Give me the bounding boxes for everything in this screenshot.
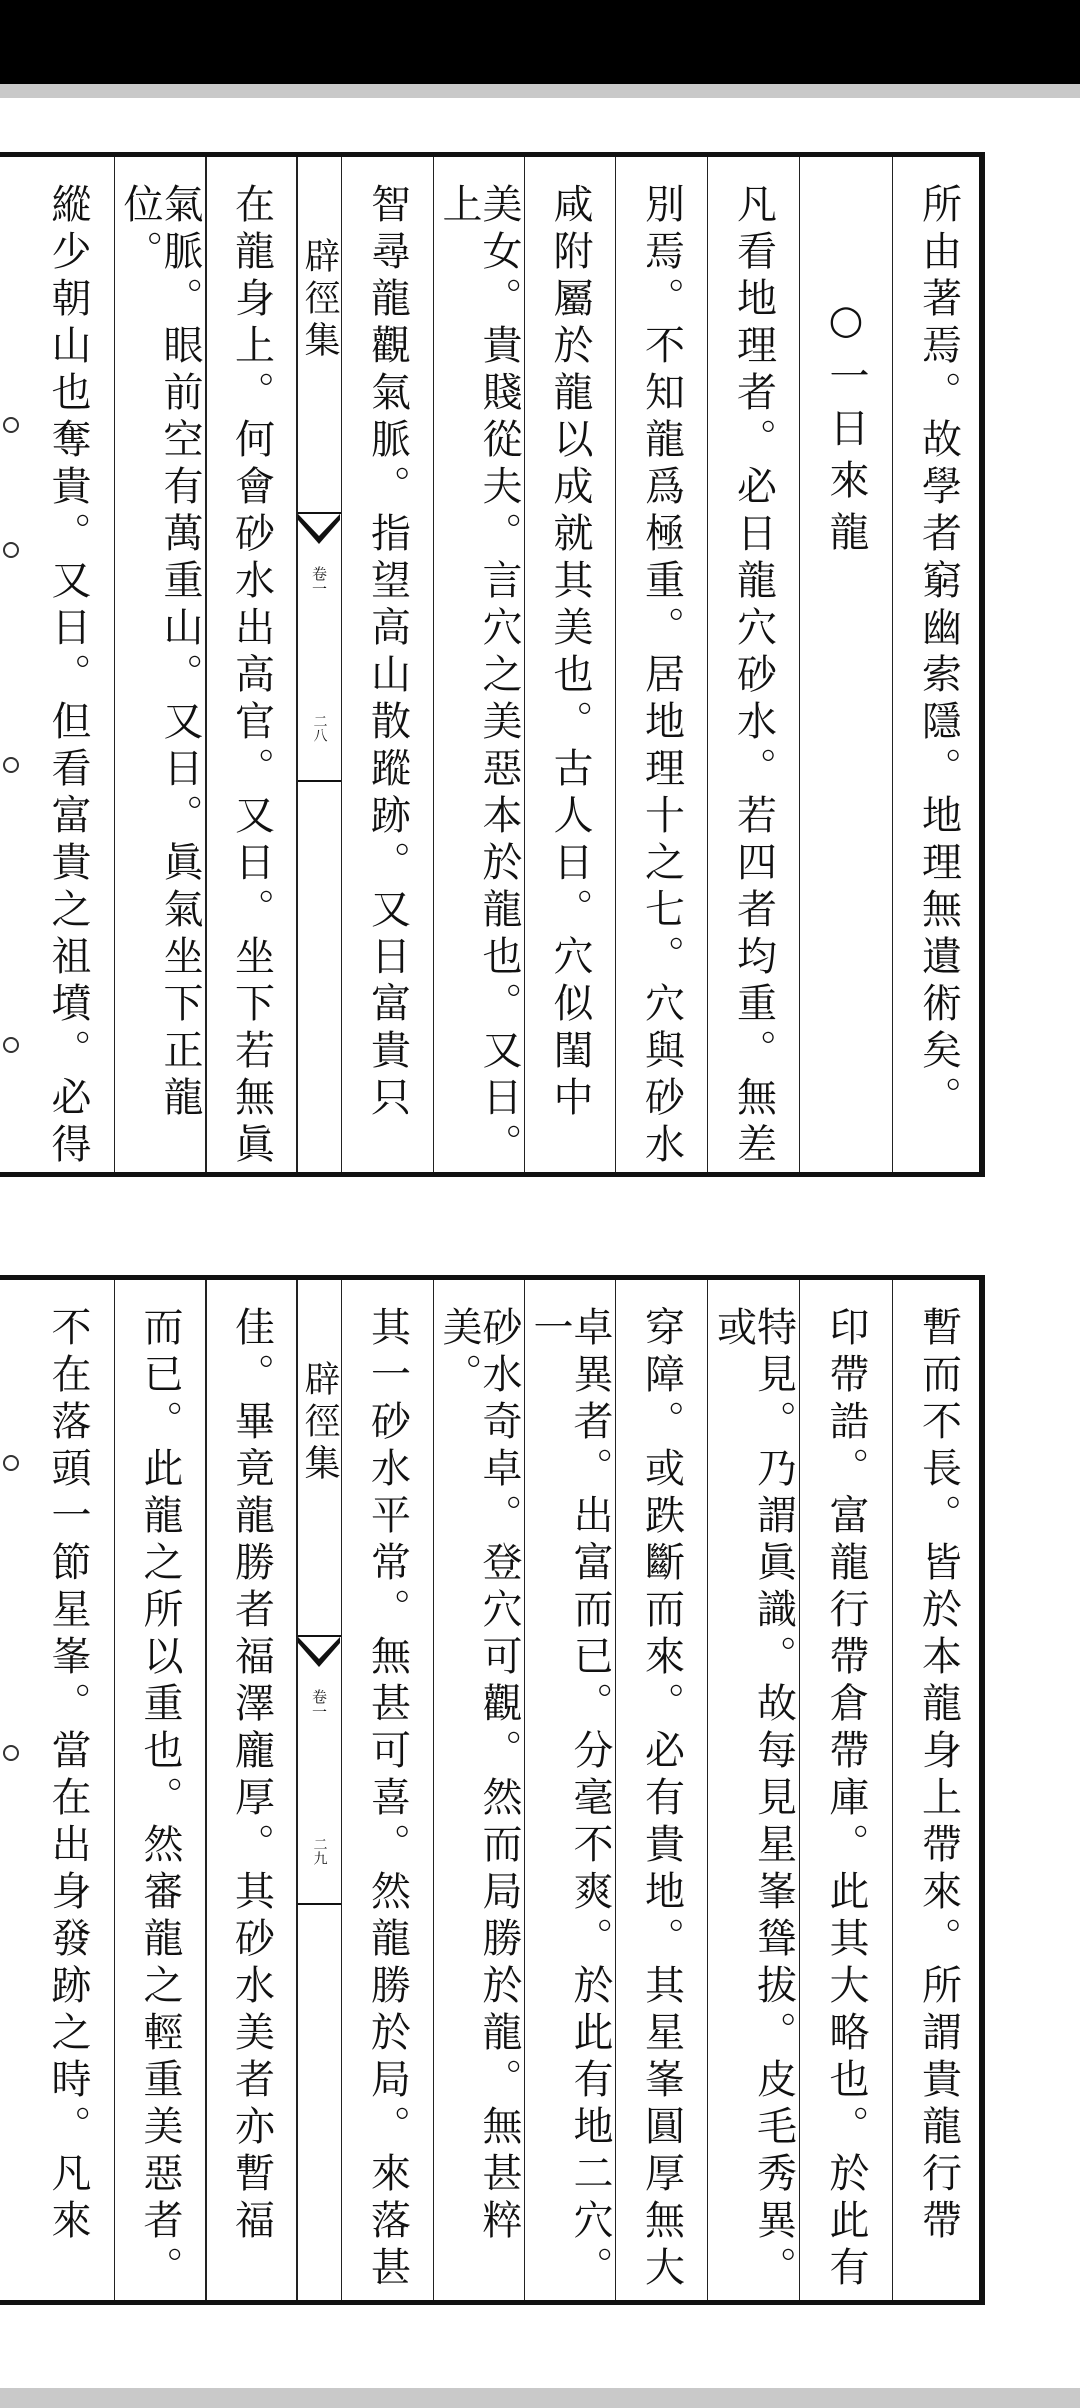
previous-column-fragment [0,157,24,1172]
text-column: 別焉。不知龍爲極重。居地理十之七。穴與砂水 [616,157,708,1172]
text-column: 氣脈。眼前空有萬重山。又日。眞氣坐下正龍位。 [115,157,206,1172]
text-column: 佳。畢竟龍勝者福澤龐厚。其砂水美者亦暫福 [206,1280,297,2300]
text-column: 凡看地理者。必日龍穴砂水。若四者均重。無差 [708,157,800,1172]
text-column: 而已。此龍之所以重也。然審龍之輕重美惡者。 [115,1280,206,2300]
fishtail-mark [298,512,341,782]
text-column: 智尋龍觀氣脈。指望高山散蹤跡。又日富貴只 [342,157,434,1172]
top-status-bar [0,0,1080,84]
previous-column-fragment [0,1280,24,2300]
section-heading: ○一日來龍 [800,157,893,1172]
text-column: 美女。貴賤從夫。言穴之美惡本於龍也。又日。上 [434,157,525,1172]
text-column: 不在落頭一節星峯。當在出身發跡之時。凡來 [22,1280,115,2300]
volume-label: 卷一 [310,566,328,596]
page-center-gutter [297,1280,342,2300]
text-column: 暫而不長。皆於本龍身上帶來。所謂貴龍行帶 [893,1280,979,2300]
text-column: 穿障。或跌斷而來。必有貴地。其星峯圓厚無大 [616,1280,708,2300]
text-column: 在龍身上。何會砂水出高官。又日。坐下若無眞 [206,157,297,1172]
text-column: 所由著焉。故學者窮幽索隱。地理無遺術矣。 [893,157,979,1172]
book-title: 辟徑集 [299,1360,340,1486]
text-column: 咸附屬於龍以成就其美也。古人日。穴似閨中 [525,157,616,1172]
volume-label: 卷一 [310,1689,328,1719]
page-number: 二八 [311,714,328,742]
page-number: 二九 [311,1837,328,1865]
text-column: 特見。乃謂眞識。故每見星峯聳拔。皮毛秀異。或 [708,1280,800,2300]
text-column: 卓異者。出富而已。分毫不爽。於此有地二穴。一 [525,1280,616,2300]
viewer-bottom-strip [0,2388,1080,2408]
page-center-gutter [297,157,342,1172]
text-column: 縱少朝山也奪貴。又日。但看富貴之祖墳。必得 [22,157,115,1172]
viewer-toolbar-strip [0,84,1080,98]
document-page-28 [0,152,985,1177]
text-column: 其一砂水平常。無甚可喜。然龍勝於局。來落甚 [342,1280,434,2300]
fishtail-mark [298,1635,341,1905]
text-column: 印帶誥。富龍行帶倉帶庫。此其大略也。於此有 [800,1280,893,2300]
document-page-29 [0,1275,985,2305]
book-title: 辟徑集 [299,237,340,363]
text-column: 砂水奇卓。登穴可觀。然而局勝於龍。無甚粹美。 [434,1280,525,2300]
